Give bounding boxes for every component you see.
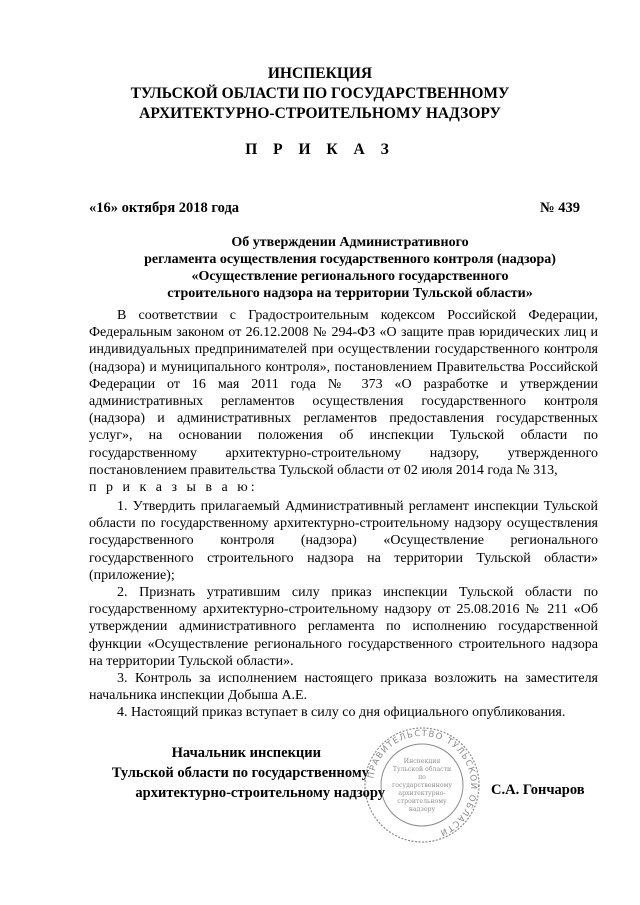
signatory-title-line-3: архитектурно-строительному надзору — [135, 785, 385, 801]
preamble-block — [89, 307, 598, 496]
signatory-title — [105, 743, 385, 803]
signatory-name: С.А. Гончаров — [491, 782, 585, 798]
issuer-line-2: ТУЛЬСКОЙ ОБЛАСТИ ПО ГОСУДАРСТВЕННОМУ — [130, 85, 510, 102]
preamble-paragraph: В соответствии с Градостроительным кодексом Российской Федерации, Федеральным законом от 26.12.2008 № 294-ФЗ «О защите прав юридических лиц и индивидуальных предпринимателей при осуществлении государственного контроля (надзора) и муниципального контроля», постановлением Правительства Российской Федерации от 16 мая 2011 года № 373 «О разработке и утверждении административных регламентов осуществления государственного контроля (надзора) и административных регламентов предоставления государственных услуг», на основании положения об инспекции Тульской области по государственному архитектурно-строительному надзору, утвержденного постановлением правительства Тульской области от 02 июля 2014 года № 313, — [89, 308, 598, 478]
svg-text:ПРАВИТЕЛЬСТВО ТУЛЬСКОЙ ОБЛАСТИ: ПРАВИТЕЛЬСТВО ТУЛЬСКОЙ ОБЛАСТИ — [366, 728, 479, 838]
svg-text:по: по — [418, 774, 426, 781]
subject-line-2: регламента осуществления государственного контроля (надзора) — [144, 252, 556, 267]
svg-text:надзору: надзору — [408, 806, 436, 813]
signatory-title-line-1: Начальник инспекции — [171, 745, 321, 761]
order-subject — [110, 234, 590, 302]
issuer-header — [0, 64, 640, 124]
order-item-4: 4. Настоящий приказ вступает в силу со дня официального опубликования. — [117, 705, 566, 721]
document-type: П Р И К А З — [245, 141, 395, 158]
subject-line-4: строительного надзора на территории Тульской области» — [167, 286, 533, 301]
issuer-line-3: АРХИТЕКТУРНО-СТРОИТЕЛЬНОМУ НАДЗОРУ — [139, 105, 501, 122]
subject-line-3: «Осуществление регионального государственного — [191, 269, 509, 284]
svg-text:Инспекция: Инспекция — [403, 758, 441, 765]
order-item-3: 3. Контроль за исполнением настоящего приказа возложить на заместителя начальника инспекции Добыша А.Е. — [89, 671, 598, 704]
order-item-2: 2. Признать утратившим силу приказ инспекции Тульской области по государственному архитектурно-строительному надзору от 25.08.2016 № 211 «Об утверждении административного регламента по исполнению государственной функции «Осуществление регионального государственного строительного надзора на территории Тульской области». — [89, 585, 598, 669]
svg-text:Тульской области: Тульской области — [392, 766, 452, 773]
svg-text:архитектурно-: архитектурно- — [398, 790, 446, 797]
official-seal-stamp — [362, 725, 482, 845]
subject-line-1: Об утверждении Административного — [231, 235, 469, 250]
svg-text:строительному: строительному — [397, 798, 447, 805]
order-date: «16» октября 2018 года — [89, 200, 240, 216]
order-item-1: 1. Утвердить прилагаемый Административный регламент инспекции Тульской области по государственному архитектурно-строительному надзору осуществления государственного контроля (надзора) «Осуществление регионального государственного строительного надзора на территории Тульской области» (приложение); — [89, 499, 598, 583]
signatory-title-line-2: Тульской области по государственному — [111, 765, 369, 781]
issuer-line-1: ИНСПЕКЦИЯ — [267, 65, 373, 82]
order-items — [89, 498, 598, 722]
svg-text:государственному: государственному — [392, 782, 452, 789]
order-word: п р и к а з ы в а ю: — [89, 480, 258, 496]
order-number: № 439 — [540, 200, 580, 216]
